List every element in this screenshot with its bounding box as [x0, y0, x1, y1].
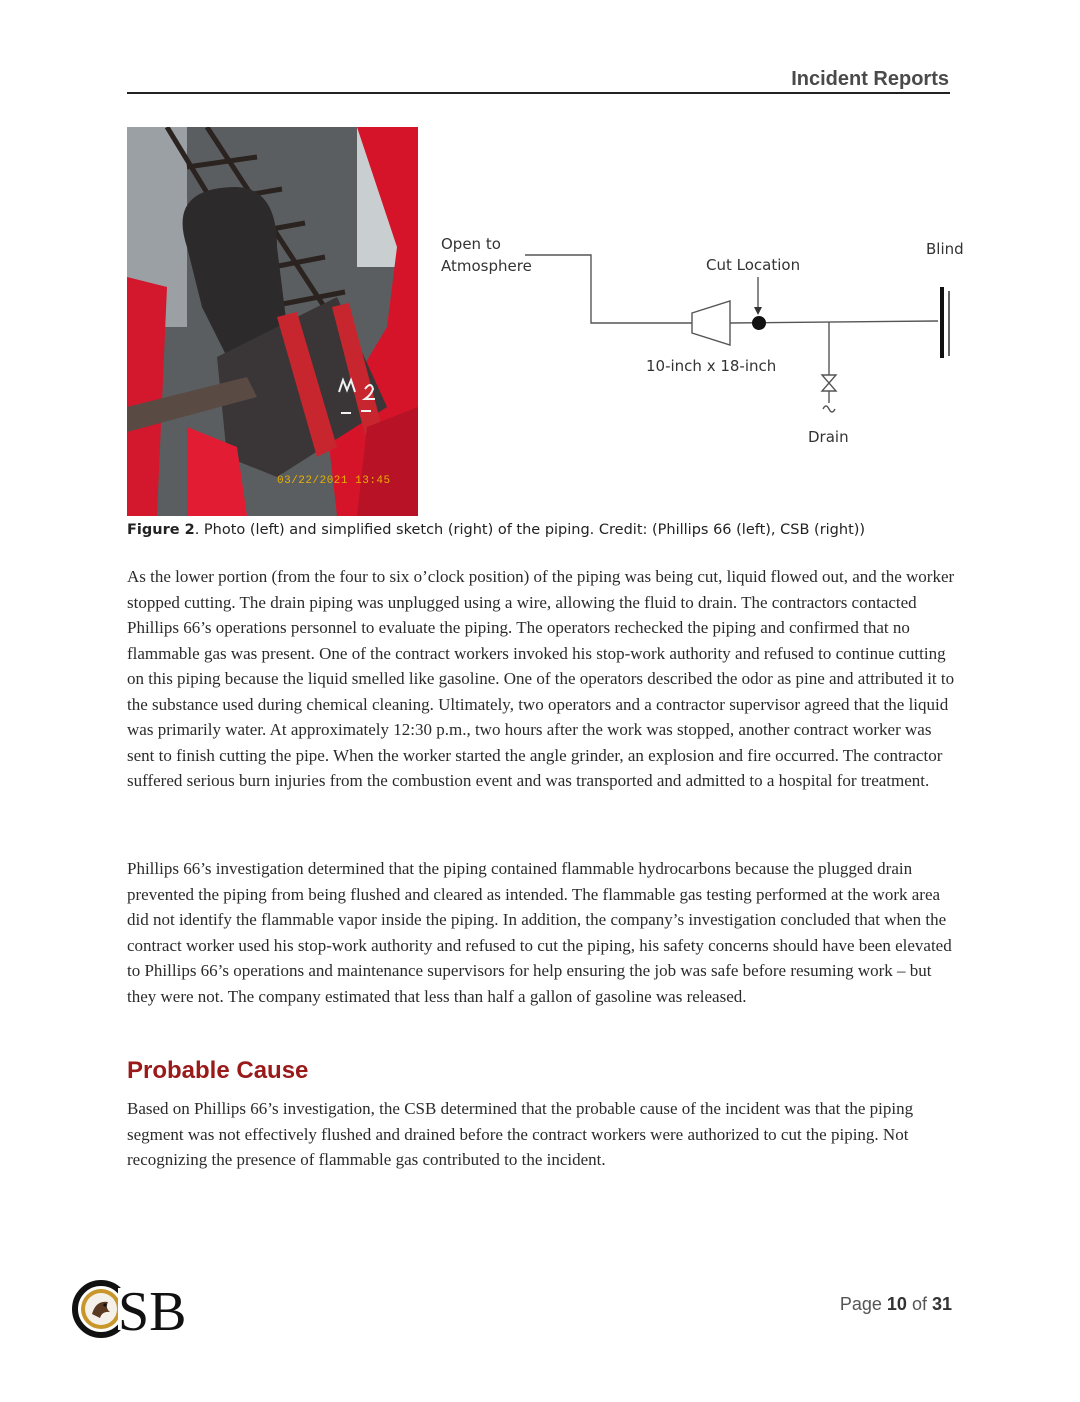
- logo-letters: SB: [118, 1281, 187, 1340]
- paragraph-incident: As the lower portion (from the four to six o’clock position) of the piping was being cut, liquid flowed out, and the worker stopped cutting. The drain piping was unplugged using a wire, allowing the fluid to drain. The contractors contacted Phillips 66’s operations personnel to evaluate the piping. The operators rechecked the piping and confirmed that no flammable gas was present. One of the contract workers invoked his stop-work authority and refused to continue cutting on this piping because the liquid smelled like gasoline. One of the operators described the odor as pine and attributed it to the substance used during chemical cleaning. Ultimately, two operators and a contractor supervisor agreed that the liquid was primarily water. At approximately 12:30 p.m., two hours after the work was stopped, another contract worker was sent to finish cutting the pipe. When the worker started the angle grinder, an explosion and fire occurred. The contractor suffered serious burn injuries from the combustion event and was transported and admitted to a hospital for treatment.: [127, 567, 955, 790]
- header-rule: [127, 92, 950, 94]
- label-cut-location: Cut Location: [706, 256, 801, 274]
- page-of: of: [911, 1294, 927, 1314]
- csb-logo: [72, 1278, 196, 1340]
- label-blind: Blind: [926, 240, 964, 258]
- drain-valve: [822, 375, 836, 391]
- csb-logo-mark: [72, 1278, 196, 1340]
- page-current: 10: [886, 1294, 907, 1314]
- caption-text: . Photo (left) and simplified sketch (right) of the piping. Credit: (Phillips 66 (left), CSB (right)): [194, 522, 866, 538]
- label-open-to: Open to: [441, 235, 501, 253]
- page-total: 31: [931, 1294, 952, 1314]
- page-number: [840, 1294, 952, 1315]
- label-reducer: 10-inch x 18-inch: [646, 357, 777, 375]
- label-atmosphere: Atmosphere: [441, 257, 532, 275]
- cut-location-marker: [752, 316, 766, 330]
- reducer-shape: [692, 301, 730, 345]
- piping-photo-illustration: [127, 127, 418, 516]
- vent-line: [525, 255, 692, 323]
- cut-arrow-head: [754, 307, 762, 315]
- paragraph-probable-cause: Based on Phillips 66’s investigation, the CSB determined that the probable cause of the incident was that the piping segment was not effectively flushed and drained before the contract workers were authorized to cut the piping. Not recognizing the presence of flammable gas contributed to the incident.: [127, 1099, 914, 1169]
- paragraph-investigation: Phillips 66’s investigation determined that the piping contained flammable hydrocarbons because the plugged drain prevented the piping from being flushed and cleared as intended. The flammable gas testing performed at the work area did not identify the flammable vapor inside the piping. In addition, the company’s investigation concluded that when the contract worker used his stop-work authority and refused to cut the piping, his safety concerns should have been elevated to Phillips 66’s operations and maintenance supervisors for help ensuring the job was safe before resuming work – but they were not. The company estimated that less than half a gallon of gasoline was released.: [127, 859, 952, 1006]
- piping-photo: [127, 127, 418, 516]
- figure-caption: [127, 522, 967, 538]
- page-prefix: Page: [839, 1294, 882, 1314]
- drain-outlet: [823, 391, 835, 412]
- label-drain: Drain: [808, 428, 849, 446]
- section-heading-probable-cause: Probable Cause: [127, 1057, 309, 1084]
- piping-sketch: [430, 225, 970, 455]
- header-title: Incident Reports: [791, 68, 949, 90]
- caption-label: Figure 2: [127, 522, 195, 538]
- photo-timestamp: 03/22/2021 13:45: [277, 475, 391, 487]
